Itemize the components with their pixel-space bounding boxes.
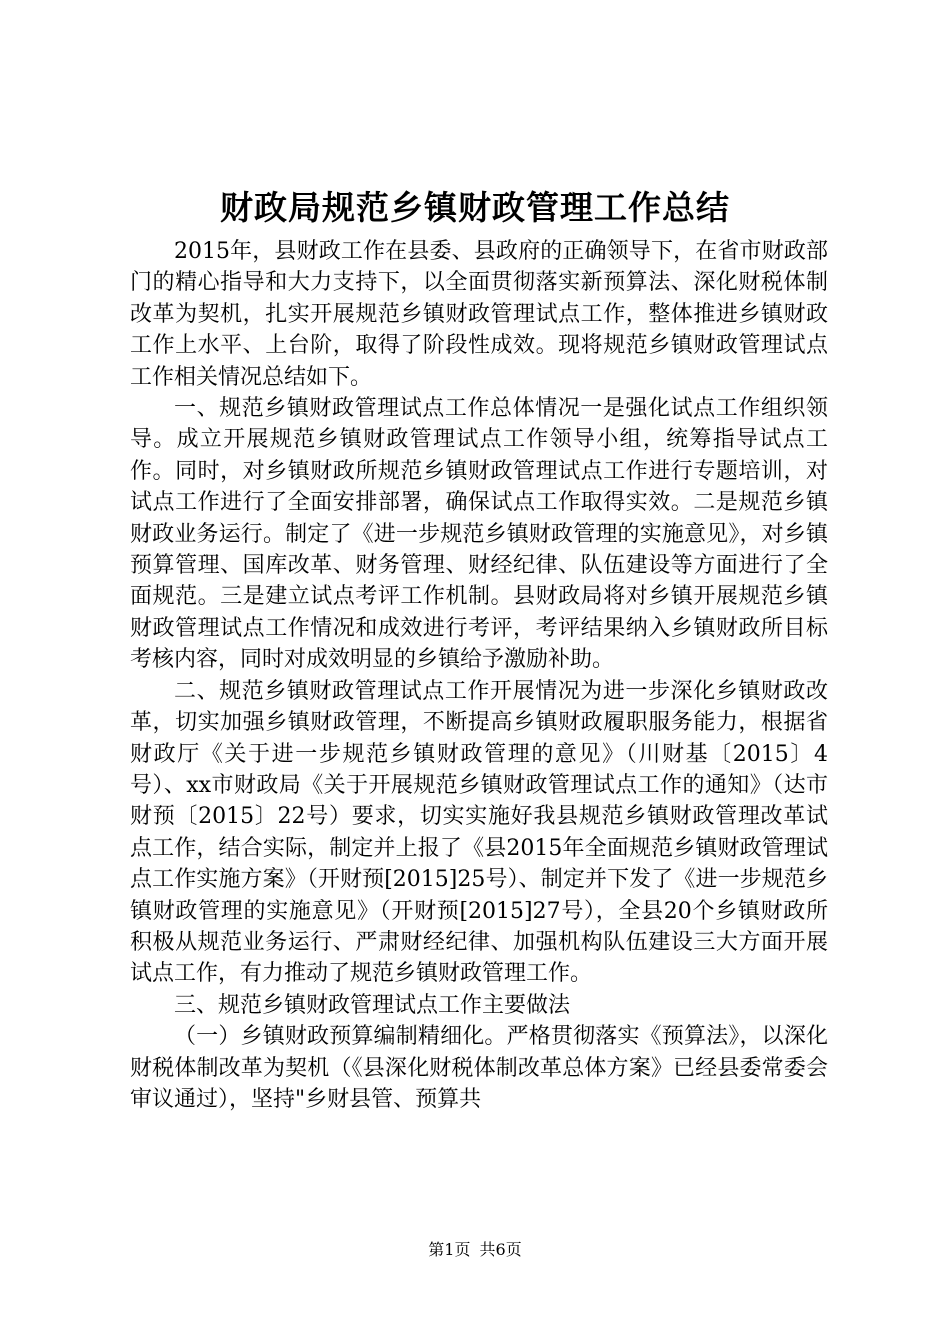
page-number: 第1页: [428, 1240, 471, 1259]
document-body: [130, 236, 828, 1115]
paragraph-section-1: 一、规范乡镇财政管理试点工作总体情况一是强化试点工作组织领导。成立开展规范乡镇财政管理试点工作领导小组，统筹指导试点工作。同时，对乡镇财政所规范乡镇财政管理试点工作进行专题培训，对试点工作进行了全面安排部署，确保试点工作取得实效。二是规范乡镇财政业务运行。制定了《进一步规范乡镇财政管理的实施意见》，对乡镇预算管理、国库改革、财务管理、财经纪律、队伍建设等方面进行了全面规范。三是建立试点考评工作机制。县财政局将对乡镇开展规范乡镇财政管理试点工作情况和成效进行考评，考评结果纳入乡镇财政所目标考核内容，同时对成效明显的乡镇给予激励补助。: [130, 396, 828, 673]
paragraph-intro: 2015年，县财政工作在县委、县政府的正确领导下，在省市财政部门的精心指导和大力支持下，以全面贯彻落实新预算法、深化财税体制改革为契机，扎实开展规范乡镇财政管理试点工作，整体推进乡镇财政工作上水平、上台阶，取得了阶段性成效。现将规范乡镇财政管理试点工作相关情况总结如下。: [130, 239, 828, 390]
page-total: 共6页: [479, 1240, 522, 1259]
section-heading-3: 三、规范乡镇财政管理试点工作主要做法: [174, 992, 571, 1018]
document-title: 财政局规范乡镇财政管理工作总结: [220, 188, 730, 227]
page-footer: [0, 1240, 950, 1260]
paragraph-subsection-1: （一）乡镇财政预算编制精细化。严格贯彻落实《预算法》，以深化财税体制改革为契机（《县深化财税体制改革总体方案》已经县委常委会审议通过），坚持"乡财县管、预算共: [130, 1024, 828, 1112]
paragraph-section-2: 二、规范乡镇财政管理试点工作开展情况为进一步深化乡镇财政改革，切实加强乡镇财政管理，不断提高乡镇财政履职服务能力，根据省财政厅《关于进一步规范乡镇财政管理的意见》（川财基〔2015〕4号）、xx市财政局《关于开展规范乡镇财政管理试点工作的通知》（达市财预〔2015〕22号）要求，切实实施好我县规范乡镇财政管理改革试点工作，结合实际，制定并上报了《县2015年全面规范乡镇财政管理试点工作实施方案》（开财预[2015]25号）、制定并下发了《进一步规范乡镇财政管理的实施意见》（开财预[2015]27号），全县20个乡镇财政所积极从规范业务运行、严肃财经纪律、加强机构队伍建设三大方面开展试点工作，有力推动了规范乡镇财政管理工作。: [130, 678, 828, 987]
